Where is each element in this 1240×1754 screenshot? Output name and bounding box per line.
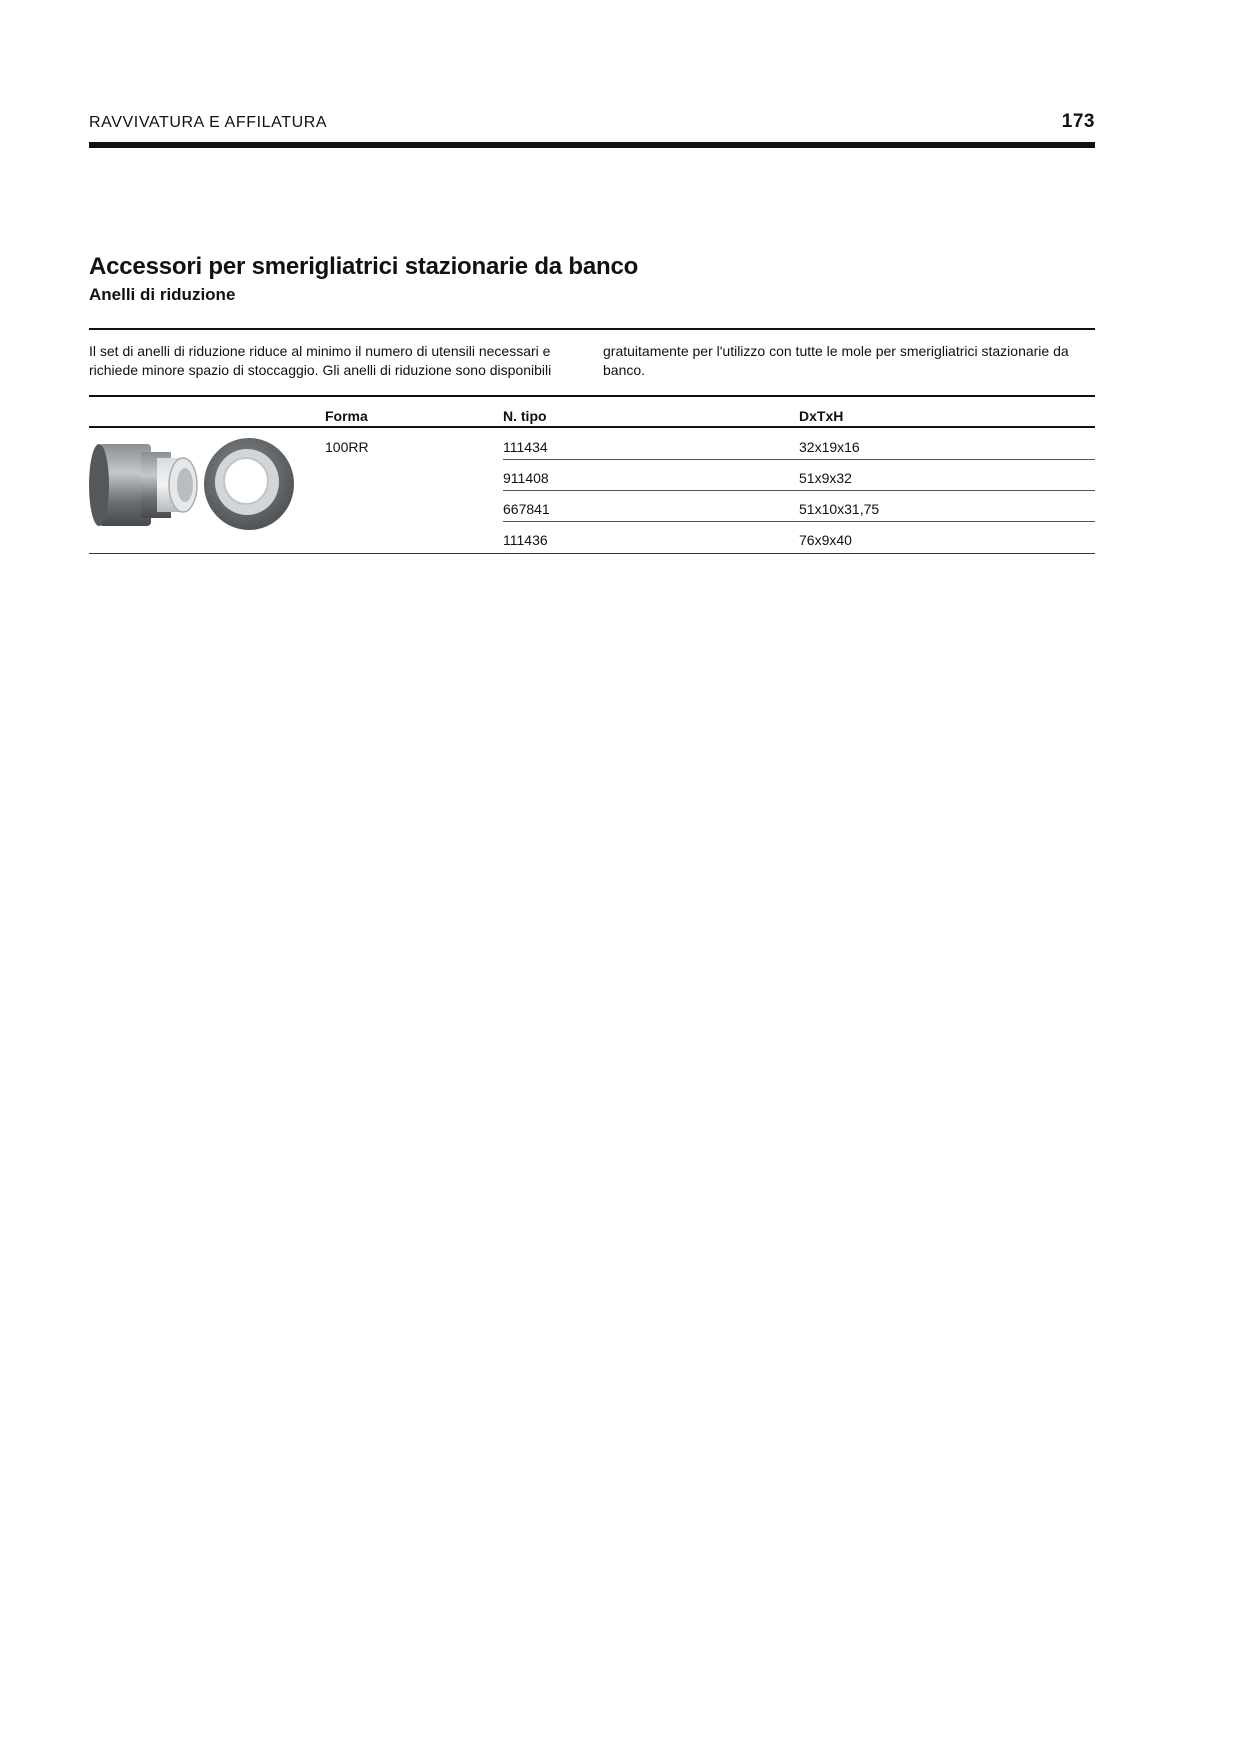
table-row [89,459,1095,490]
table-row [89,521,1095,552]
page-title: Accessori per smerigliatrici stazionarie da banco [89,253,639,280]
page-number: 173 [1061,111,1095,132]
description-column-1: Il set di anelli di riduzione riduce al minimo il numero di utensili necessari e richiede minore spazio di stoccaggio. Gli anelli di riduzione sono disponibili [89,343,552,378]
table-bottom-rule [89,553,1095,554]
cell-dimensions: 32x19x16 [799,439,860,455]
column-header-forma: Forma [325,408,368,424]
table-row [89,490,1095,521]
cell-tipo: 667841 [503,501,550,517]
cell-tipo: 111436 [503,532,548,548]
table-row [89,428,1095,459]
cell-dimensions: 51x9x32 [799,470,852,486]
description-column-2: gratuitamente per l'utilizzo con tutte le mole per smerigliatrici stazionarie da banco. [603,343,1069,378]
description-rule [89,328,1095,330]
cell-dimensions: 51x10x31,75 [799,501,880,517]
section-label: RAVVIVATURA E AFFILATURA [89,114,328,131]
cell-forma: 100RR [325,439,369,455]
page-header [89,110,1095,134]
column-header-dimensions: DxTxH [799,408,844,424]
column-header-tipo: N. tipo [503,408,547,424]
cell-dimensions: 76x9x40 [799,532,852,548]
header-rule [89,142,1095,148]
table-top-rule [89,395,1095,397]
page-subtitle: Anelli di riduzione [89,285,236,304]
cell-tipo: 911408 [503,470,549,486]
cell-tipo: 111434 [503,439,548,455]
